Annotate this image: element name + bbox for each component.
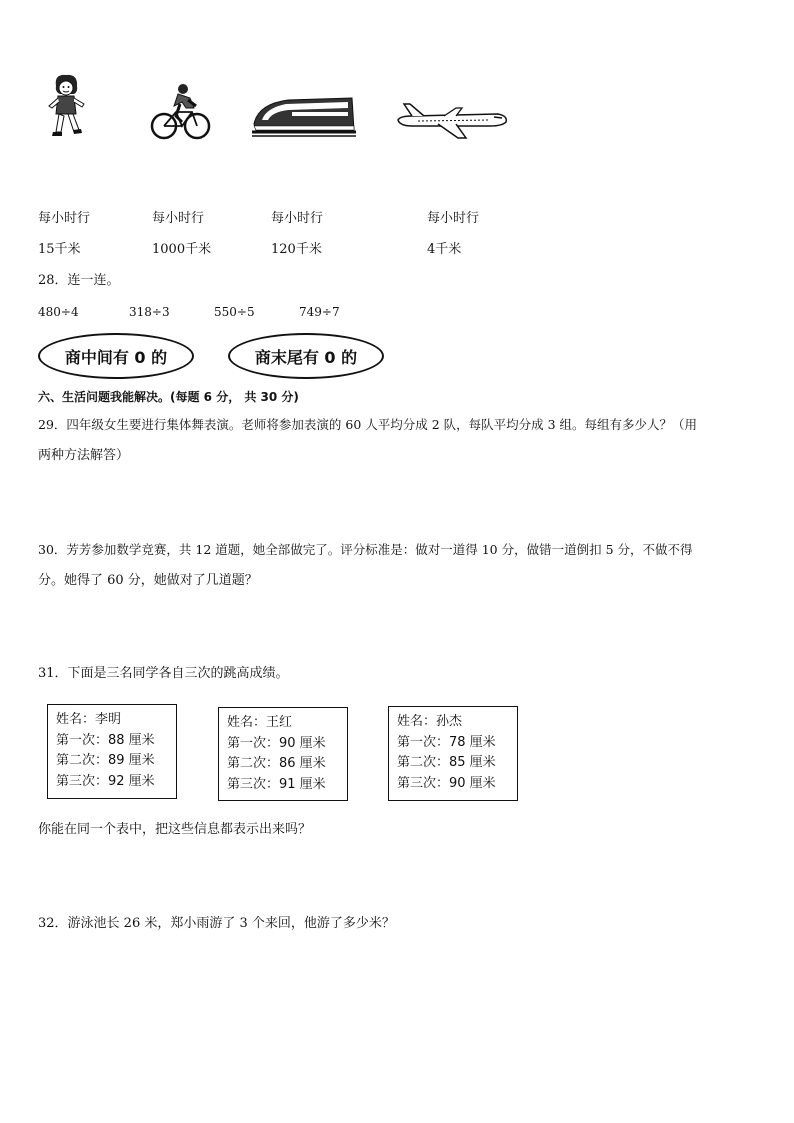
transport-speed-3: 120千米 bbox=[271, 242, 322, 257]
q28-expression-1: 480÷4 bbox=[38, 305, 79, 319]
transport-rate-label-2: 每小时行 bbox=[152, 211, 205, 226]
person-walking-icon bbox=[44, 72, 90, 138]
transport-rate-label-4: 每小时行 bbox=[427, 211, 480, 226]
jump-record-2: 第二次：86 厘米 bbox=[227, 756, 326, 771]
airplane-icon bbox=[394, 100, 510, 142]
jump-record-1: 第一次：78 厘米 bbox=[397, 734, 496, 750]
student-name: 姓名：孙杰 bbox=[397, 714, 463, 729]
transport-rate-label-1: 每小时行 bbox=[38, 211, 91, 226]
jump-record-1: 第一次：88 厘米 bbox=[56, 732, 155, 748]
student-name: 姓名：王红 bbox=[227, 715, 293, 730]
bicycle-icon bbox=[150, 82, 212, 142]
student-name: 姓名：李明 bbox=[56, 712, 122, 727]
section-heading: 六、生活问题我能解决。(每题 6 分， 共 30 分) bbox=[38, 390, 299, 404]
q28-title: 28．连一连。 bbox=[38, 273, 120, 288]
q32-text: 32．游泳池长 26 米，郑小雨游了 3 个来回，他游了多少米？ bbox=[38, 916, 395, 931]
train-icon bbox=[248, 94, 358, 138]
q28-expression-4: 749÷7 bbox=[299, 305, 340, 319]
q28-expression-2: 318÷3 bbox=[129, 305, 170, 319]
q28-oval-middle-zero[interactable]: 商中间有 0 的 bbox=[38, 333, 194, 379]
q30-line-2: 分。她得了 60 分，她做对了几道题？ bbox=[38, 573, 258, 588]
q31-question: 你能在同一个表中，把这些信息都表示出来吗？ bbox=[38, 822, 312, 837]
jump-record-2: 第二次：89 厘米 bbox=[56, 753, 155, 768]
q29-line-1: 29．四年级女生要进行集体舞表演。老师将参加表演的 60 人平均分成 2 队，每队平均分成 3 组。每组有多少人？（用 bbox=[38, 417, 698, 432]
q28-oval-end-zero[interactable]: 商末尾有 0 的 bbox=[228, 333, 384, 379]
jump-record-2: 第二次：85 厘米 bbox=[397, 755, 496, 770]
score-card-wang-hong bbox=[218, 707, 348, 801]
jump-record-3: 第三次：90 厘米 bbox=[397, 775, 496, 791]
q28-expression-3: 550÷5 bbox=[214, 305, 255, 319]
transport-speed-1: 15千米 bbox=[38, 242, 81, 257]
q29-line-2: 两种方法解答） bbox=[38, 448, 130, 463]
transport-rate-label-3: 每小时行 bbox=[271, 211, 324, 226]
score-card-li-ming bbox=[47, 704, 177, 799]
jump-record-3: 第三次：91 厘米 bbox=[227, 776, 326, 792]
jump-record-1: 第一次：90 厘米 bbox=[227, 735, 326, 751]
transport-speed-2: 1000千米 bbox=[152, 242, 212, 257]
q31-intro: 31．下面是三名同学各自三次的跳高成绩。 bbox=[38, 666, 289, 681]
score-card-sun-jie bbox=[388, 706, 518, 801]
q30-line-1: 30．芳芳参加数学竞赛，共 12 道题，她全部做完了。评分标准是：做对一道得 10 分，做错一道倒扣 5 分，不做不得 bbox=[38, 542, 693, 557]
jump-record-3: 第三次：92 厘米 bbox=[56, 773, 155, 789]
transport-speed-4: 4千米 bbox=[427, 242, 462, 257]
